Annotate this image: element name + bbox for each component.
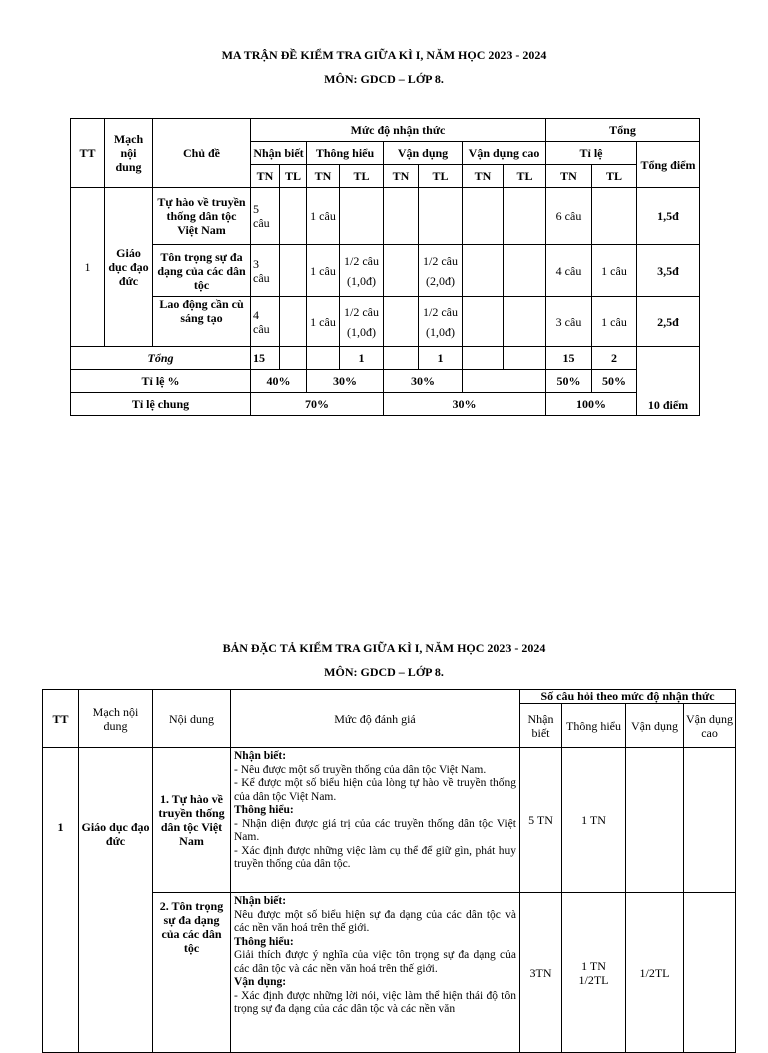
matrix-diem: 3,5đ — [637, 245, 700, 297]
matrix-topic: Tôn trọng sự đa dạng của các dân tộc — [153, 245, 251, 297]
matrix-tile-pct-th: 30% — [307, 370, 384, 393]
matrix-header-tile: Tỉ lệ — [546, 142, 637, 165]
matrix-vdc-tn — [463, 188, 504, 245]
matrix-tong-vd: 1 — [419, 347, 463, 370]
matrix-tong-tn: 15 — [546, 347, 592, 370]
matrix-title: MA TRẬN ĐỀ KIỂM TRA GIỮA KÌ I, NĂM HỌC 2023 - 2024 — [221, 48, 547, 62]
matrix-vd-tn — [384, 188, 419, 245]
spec-count-nb: 5 TN — [520, 748, 562, 893]
spec-count-th — [562, 893, 626, 1053]
matrix-vd-tl-count: 1/2 câu — [423, 304, 458, 319]
matrix-vd-tl — [419, 188, 463, 245]
spec-th-line: - Nhận diện được giá trị của các truyền thống dân tộc Việt Nam. — [234, 817, 516, 843]
spec-subject: MÔN: GDCD – LỚP 8. — [324, 665, 444, 679]
matrix-diem: 1,5đ — [637, 188, 700, 245]
matrix-subject: MÔN: GDCD – LỚP 8. — [324, 72, 444, 86]
matrix-vdc-tl — [504, 297, 546, 347]
matrix-vdc-tn — [463, 297, 504, 347]
matrix-nb-tn: 4 câu — [251, 297, 280, 347]
spec-vd-line: - Xác định được những lời nói, việc làm thể hiện thái độ tôn trọng sự đa dạng của các dân tộc và các nền văn — [234, 989, 516, 1015]
matrix-header-tl: TL — [419, 165, 463, 188]
matrix-nb-tn: 5 câu — [251, 188, 280, 245]
matrix-header-tl: TL — [340, 165, 384, 188]
matrix-tong-th: 1 — [340, 347, 384, 370]
spec-content: 2. Tôn trọng sự đa dạng của các dân tộc — [153, 893, 231, 1053]
matrix-header-tl: TL — [592, 165, 637, 188]
matrix-vdc-tn — [463, 245, 504, 297]
matrix-vd-tn — [384, 297, 419, 347]
matrix-vd-tn — [384, 245, 419, 297]
matrix-tile-pct-tn: 50% — [546, 370, 592, 393]
spec-header-tt: TT — [43, 690, 79, 748]
matrix-empty-cell — [307, 347, 340, 370]
matrix-tile-chung-label: Tỉ lệ chung — [71, 393, 251, 416]
spec-th-label: Thông hiểu: — [234, 935, 294, 948]
matrix-th-tn: 1 câu — [307, 297, 340, 347]
spec-header-mach: Mạch nội dung — [79, 690, 153, 748]
matrix-vd-tl-points: (2,0đ) — [426, 273, 455, 288]
matrix-header-mach: Mạch nội dung — [105, 119, 153, 188]
spec-header-socau: Số câu hỏi theo mức độ nhận thức — [520, 690, 736, 704]
matrix-nb-tn: 3 câu — [251, 245, 280, 297]
matrix-header-mucdo: Mức độ nhận thức — [251, 119, 546, 142]
matrix-table — [70, 118, 700, 416]
spec-nb-line: Nêu được một số biểu hiện sự đa dạng của các dân tộc và các nền văn hoá trên thế giới. — [234, 908, 516, 934]
spec-mach-cell: Giáo dục đạo đức — [79, 748, 153, 1053]
matrix-header-tt: TT — [71, 119, 105, 188]
matrix-th-tn: 1 câu — [307, 188, 340, 245]
matrix-th-tl-points: (1,0đ) — [347, 273, 376, 288]
matrix-tile-pct-tl: 50% — [592, 370, 637, 393]
matrix-tile-tl: 1 câu — [592, 245, 637, 297]
spec-count-nb: 3TN — [520, 893, 562, 1053]
matrix-header-tn: TN — [251, 165, 280, 188]
matrix-header-tl: TL — [504, 165, 546, 188]
matrix-vd-tl-count: 1/2 câu — [423, 253, 458, 268]
matrix-vdc-tl — [504, 188, 546, 245]
matrix-tong-tl: 2 — [592, 347, 637, 370]
matrix-header-nhanbiet: Nhận biết — [251, 142, 307, 165]
matrix-tt-cell: 1 — [71, 188, 105, 347]
spec-th-line: - Xác định được những việc làm cụ thể để giữ gìn, phát huy truyền thống của dân tộc. — [234, 844, 516, 870]
matrix-th-tl — [340, 297, 384, 347]
matrix-nb-tl — [280, 188, 307, 245]
spec-count-vdc — [684, 748, 736, 893]
spec-nb-label: Nhận biết: — [234, 750, 287, 762]
matrix-tile-tl: 1 câu — [592, 297, 637, 347]
spec-vd-label: Vận dụng: — [234, 976, 287, 988]
matrix-topic: Lao động cần cù sáng tạo — [153, 297, 251, 347]
matrix-tile-tl — [592, 188, 637, 245]
spec-nb-line: - Nêu được một số truyền thống của dân tộc Việt Nam. — [234, 763, 487, 776]
spec-nb-line: - Kể được một số biểu hiện của lòng tự hào về truyền thống của dân tộc Việt Nam. — [234, 777, 516, 803]
matrix-header-tn: TN — [307, 165, 340, 188]
spec-count-vd — [626, 748, 684, 893]
spec-content: 1. Tự hào về truyền thống dân tộc Việt Nam — [153, 748, 231, 893]
spec-th-label: Thông hiểu: — [234, 804, 294, 816]
matrix-tong-nb: 15 — [251, 347, 280, 370]
matrix-th-tl-count: 1/2 câu — [344, 253, 379, 268]
spec-header-vdc: Vận dụng cao — [684, 704, 736, 748]
matrix-header-chude: Chủ đề — [153, 119, 251, 188]
spec-title: BẢN ĐẶC TẢ KIỂM TRA GIỮA KÌ I, NĂM HỌC 2023 - 2024 — [222, 641, 546, 655]
matrix-th-tl — [340, 245, 384, 297]
spec-table — [42, 689, 736, 1053]
spec-description — [231, 893, 520, 1053]
matrix-tile-chung-b: 30% — [384, 393, 546, 416]
matrix-empty-cell — [384, 347, 419, 370]
spec-count-vd: 1/2TL — [626, 893, 684, 1053]
matrix-empty-cell — [463, 370, 546, 393]
matrix-nb-tl — [280, 297, 307, 347]
matrix-header-tn: TN — [384, 165, 419, 188]
matrix-topic: Tự hào về truyền thống dân tộc Việt Nam — [153, 188, 251, 245]
matrix-vd-tl — [419, 297, 463, 347]
matrix-tile-tn: 6 câu — [546, 188, 592, 245]
spec-count-th-tn: 1 TN — [581, 958, 606, 973]
matrix-vd-tl — [419, 245, 463, 297]
matrix-total-points: 10 điểm — [637, 347, 700, 416]
matrix-tile-pct-vd: 30% — [384, 370, 463, 393]
matrix-tile-tn: 4 câu — [546, 245, 592, 297]
matrix-tile-chung-c: 100% — [546, 393, 637, 416]
matrix-header-tn: TN — [463, 165, 504, 188]
matrix-tile-pct-nb: 40% — [251, 370, 307, 393]
matrix-header-vandung: Vận dụng — [384, 142, 463, 165]
matrix-th-tl-points: (1,0đ) — [347, 324, 376, 339]
matrix-nb-tl — [280, 245, 307, 297]
spec-th-line: Giải thích được ý nghĩa của việc tôn trọng sự đa dạng của các dân tộc và các nền văn hoá trên thế giới. — [234, 949, 516, 975]
matrix-empty-cell — [504, 347, 546, 370]
matrix-tile-tn: 3 câu — [546, 297, 592, 347]
matrix-header-tn: TN — [546, 165, 592, 188]
matrix-header-tongdiem: Tổng điểm — [637, 142, 700, 188]
spec-header-nb: Nhận biết — [520, 704, 562, 748]
matrix-empty-cell — [463, 347, 504, 370]
spec-tt-cell: 1 — [43, 748, 79, 1053]
matrix-tong-label: Tổng — [71, 347, 251, 370]
matrix-th-tn: 1 câu — [307, 245, 340, 297]
spec-header-noidung: Nội dung — [153, 690, 231, 748]
spec-header-th: Thông hiểu — [562, 704, 626, 748]
spec-nb-label: Nhận biết: — [234, 895, 287, 907]
matrix-header-thonghieu: Thông hiểu — [307, 142, 384, 165]
matrix-header-tong: Tổng — [546, 119, 700, 142]
matrix-tile-pct-label: Tỉ lệ % — [71, 370, 251, 393]
matrix-header-tl: TL — [280, 165, 307, 188]
matrix-diem: 2,5đ — [637, 297, 700, 347]
spec-header-mucdo: Mức độ đánh giá — [231, 690, 520, 748]
spec-description — [231, 748, 520, 893]
spec-count-th-tl: 1/2TL — [578, 972, 609, 987]
matrix-mach-cell: Giáo dục đạo đức — [105, 188, 153, 347]
spec-count-vdc — [684, 893, 736, 1053]
spec-header-vd: Vận dụng — [626, 704, 684, 748]
matrix-th-tl-count: 1/2 câu — [344, 304, 379, 319]
matrix-th-tl — [340, 188, 384, 245]
matrix-vdc-tl — [504, 245, 546, 297]
matrix-empty-cell — [280, 347, 307, 370]
matrix-tile-chung-a: 70% — [251, 393, 384, 416]
matrix-vd-tl-points: (1,0đ) — [426, 324, 455, 339]
matrix-header-vandungcao: Vận dụng cao — [463, 142, 546, 165]
spec-count-th: 1 TN — [562, 748, 626, 893]
